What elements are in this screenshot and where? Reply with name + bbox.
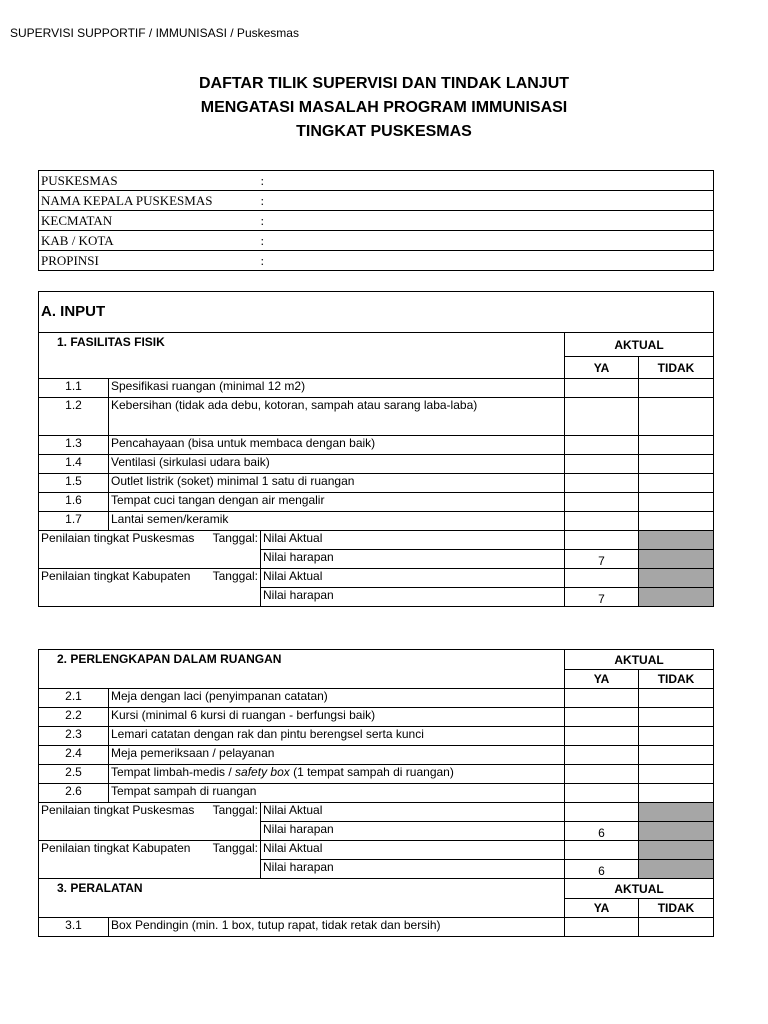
nilai-aktual-label: Nilai Aktual — [261, 803, 565, 822]
checklist-row — [39, 436, 714, 455]
penilaian-kabupaten-label — [39, 569, 261, 607]
shaded-cell — [639, 569, 714, 588]
ya-checkbox-cell[interactable] — [565, 689, 639, 708]
ya-checkbox-cell[interactable] — [565, 708, 639, 727]
tidak-checkbox-cell[interactable] — [639, 379, 714, 398]
ya-checkbox-cell[interactable] — [565, 436, 639, 455]
item-description: Lemari catatan dengan rak dan pintu berengsel serta kunci — [109, 727, 565, 746]
penilaian-kabupaten-row — [39, 569, 714, 588]
tanggal-label: Tanggal: — [212, 841, 258, 855]
identity-value-field[interactable] — [261, 211, 714, 231]
group2-ya: YA — [565, 670, 639, 689]
penilaian-text: Penilaian tingkat Puskesmas — [41, 531, 195, 545]
penilaian-kabupaten-label — [39, 841, 261, 879]
group3-tidak: TIDAK — [639, 899, 714, 918]
page-header: SUPERVISI SUPPORTIF / IMMUNISASI / Puskesmas — [10, 26, 299, 40]
nilai-aktual-label: Nilai Aktual — [261, 531, 565, 550]
item-text-post: (1 tempat sampah di ruangan) — [289, 765, 454, 779]
item-description: Ventilasi (sirkulasi udara baik) — [109, 455, 565, 474]
item-description: Tempat sampah di ruangan — [109, 784, 565, 803]
ya-checkbox-cell[interactable] — [565, 765, 639, 784]
identity-value-field[interactable] — [261, 171, 714, 191]
item-number: 1.4 — [39, 455, 109, 474]
tidak-checkbox-cell[interactable] — [639, 398, 714, 436]
checklist-row — [39, 398, 714, 436]
item-number: 2.3 — [39, 727, 109, 746]
item-description: Kursi (minimal 6 kursi di ruangan - berfungsi baik) — [109, 708, 565, 727]
nilai-aktual-value[interactable] — [565, 569, 639, 588]
item-text-italic: safety box — [235, 765, 290, 779]
tidak-checkbox-cell[interactable] — [639, 455, 714, 474]
identity-label: PUSKESMAS — [41, 172, 118, 188]
checklist-row — [39, 689, 714, 708]
nilai-harapan-value: 7 — [565, 550, 639, 569]
section-a-title: A. INPUT — [39, 292, 714, 333]
ya-checkbox-cell[interactable] — [565, 455, 639, 474]
checklist-row — [39, 455, 714, 474]
nilai-harapan-label: Nilai harapan — [261, 550, 565, 569]
checklist-row — [39, 784, 714, 803]
identity-label: KECMATAN — [41, 212, 113, 228]
nilai-harapan-value: 6 — [565, 822, 639, 841]
ya-checkbox-cell[interactable] — [565, 379, 639, 398]
checklist-row — [39, 474, 714, 493]
item-description: Kebersihan (tidak ada debu, kotoran, sampah atau sarang laba-laba) — [109, 398, 565, 436]
tidak-checkbox-cell[interactable] — [639, 474, 714, 493]
checklist-row — [39, 512, 714, 531]
tidak-checkbox-cell[interactable] — [639, 784, 714, 803]
shaded-cell — [639, 588, 714, 607]
identity-row — [39, 231, 714, 251]
ya-checkbox-cell[interactable] — [565, 727, 639, 746]
group1-tidak: TIDAK — [639, 357, 714, 379]
title-line-3: TINGKAT PUSKESMAS — [296, 123, 472, 140]
nilai-harapan-label: Nilai harapan — [261, 588, 565, 607]
identity-row — [39, 171, 714, 191]
tanggal-label: Tanggal: — [212, 569, 258, 583]
item-number: 2.2 — [39, 708, 109, 727]
item-description: Tempat cuci tangan dengan air mengalir — [109, 493, 565, 512]
ya-checkbox-cell[interactable] — [565, 746, 639, 765]
tidak-checkbox-cell[interactable] — [639, 746, 714, 765]
identity-label: NAMA KEPALA PUSKESMAS — [41, 192, 213, 208]
penilaian-text: Penilaian tingkat Kabupaten — [41, 841, 191, 855]
item-description: Spesifikasi ruangan (minimal 12 m2) — [109, 379, 565, 398]
group2-tidak: TIDAK — [639, 670, 714, 689]
item-description: Outlet listrik (soket) minimal 1 satu di ruangan — [109, 474, 565, 493]
shaded-cell — [639, 841, 714, 860]
item-number: 1.5 — [39, 474, 109, 493]
ya-checkbox-cell[interactable] — [565, 474, 639, 493]
penilaian-text: Penilaian tingkat Puskesmas — [41, 803, 195, 817]
nilai-aktual-value[interactable] — [565, 841, 639, 860]
shaded-cell — [639, 803, 714, 822]
identity-label: KAB / KOTA — [41, 232, 114, 248]
identity-separator: : — [260, 192, 265, 208]
group2-aktual: AKTUAL — [565, 650, 714, 670]
identity-row — [39, 211, 714, 231]
item-number: 2.6 — [39, 784, 109, 803]
identity-label: PROPINSI — [41, 252, 99, 268]
tidak-checkbox-cell[interactable] — [639, 436, 714, 455]
checklist-row — [39, 918, 714, 937]
section-a-table — [38, 291, 714, 607]
group2-title: 2. PERLENGKAPAN DALAM RUANGAN — [39, 650, 565, 689]
ya-checkbox-cell[interactable] — [565, 784, 639, 803]
nilai-aktual-label: Nilai Aktual — [261, 841, 565, 860]
penilaian-text: Penilaian tingkat Kabupaten — [41, 569, 191, 583]
group3-title: 3. PERALATAN — [39, 879, 565, 918]
item-description — [109, 765, 565, 784]
title-line-2: MENGATASI MASALAH PROGRAM IMMUNISASI — [200, 99, 568, 116]
nilai-aktual-value[interactable] — [565, 803, 639, 822]
identity-separator: : — [260, 252, 265, 268]
item-number: 2.4 — [39, 746, 109, 765]
nilai-aktual-value[interactable] — [565, 531, 639, 550]
shaded-cell — [639, 822, 714, 841]
identity-separator: : — [260, 232, 265, 248]
item-description: Lantai semen/keramik — [109, 512, 565, 531]
checklist-row — [39, 765, 714, 784]
item-number: 3.1 — [39, 918, 109, 937]
group3-ya: YA — [565, 899, 639, 918]
checklist-row — [39, 708, 714, 727]
tidak-checkbox-cell[interactable] — [639, 689, 714, 708]
penilaian-kabupaten-row — [39, 841, 714, 860]
shaded-cell — [639, 550, 714, 569]
identity-value-field[interactable] — [261, 251, 714, 271]
item-number: 1.6 — [39, 493, 109, 512]
shaded-cell — [639, 860, 714, 879]
identity-row — [39, 191, 714, 211]
nilai-harapan-value: 7 — [565, 588, 639, 607]
nilai-harapan-label: Nilai harapan — [261, 822, 565, 841]
nilai-aktual-label: Nilai Aktual — [261, 569, 565, 588]
item-number: 1.7 — [39, 512, 109, 531]
group1-aktual: AKTUAL — [565, 333, 714, 357]
tidak-checkbox-cell[interactable] — [639, 918, 714, 937]
identity-value-field[interactable] — [261, 191, 714, 211]
identity-row — [39, 251, 714, 271]
nilai-harapan-label: Nilai harapan — [261, 860, 565, 879]
tanggal-label: Tanggal: — [212, 531, 258, 545]
title-line-1: DAFTAR TILIK SUPERVISI DAN TINDAK LANJUT — [198, 75, 570, 92]
nilai-harapan-value: 6 — [565, 860, 639, 879]
item-number: 2.5 — [39, 765, 109, 784]
checklist-row — [39, 379, 714, 398]
group1-ya: YA — [565, 357, 639, 379]
section-2-table — [38, 649, 714, 937]
identity-separator: : — [260, 212, 265, 228]
tidak-checkbox-cell[interactable] — [639, 765, 714, 784]
ya-checkbox-cell[interactable] — [565, 398, 639, 436]
checklist-row — [39, 727, 714, 746]
penilaian-puskesmas-label — [39, 803, 261, 841]
document-title — [0, 72, 768, 144]
checklist-row — [39, 493, 714, 512]
tidak-checkbox-cell[interactable] — [639, 512, 714, 531]
item-number: 1.2 — [39, 398, 109, 436]
penilaian-puskesmas-row — [39, 531, 714, 550]
item-description: Box Pendingin (min. 1 box, tutup rapat, tidak retak dan bersih) — [109, 918, 565, 937]
identity-value-field[interactable] — [261, 231, 714, 251]
item-number: 1.1 — [39, 379, 109, 398]
item-text-pre: Tempat limbah-medis / — [111, 765, 236, 779]
item-description: Pencahayaan (bisa untuk membaca dengan baik) — [109, 436, 565, 455]
tanggal-label: Tanggal: — [212, 803, 258, 817]
ya-checkbox-cell[interactable] — [565, 918, 639, 937]
identity-table — [38, 170, 714, 271]
group1-title: 1. FASILITAS FISIK — [39, 333, 565, 379]
checklist-row — [39, 746, 714, 765]
tidak-checkbox-cell[interactable] — [639, 727, 714, 746]
penilaian-puskesmas-label — [39, 531, 261, 569]
identity-separator: : — [260, 172, 265, 188]
item-description: Meja pemeriksaan / pelayanan — [109, 746, 565, 765]
penilaian-puskesmas-row — [39, 803, 714, 822]
item-number: 2.1 — [39, 689, 109, 708]
tidak-checkbox-cell[interactable] — [639, 708, 714, 727]
group3-aktual: AKTUAL — [565, 879, 714, 899]
ya-checkbox-cell[interactable] — [565, 512, 639, 531]
item-description: Meja dengan laci (penyimpanan catatan) — [109, 689, 565, 708]
shaded-cell — [639, 531, 714, 550]
item-number: 1.3 — [39, 436, 109, 455]
ya-checkbox-cell[interactable] — [565, 493, 639, 512]
tidak-checkbox-cell[interactable] — [639, 493, 714, 512]
